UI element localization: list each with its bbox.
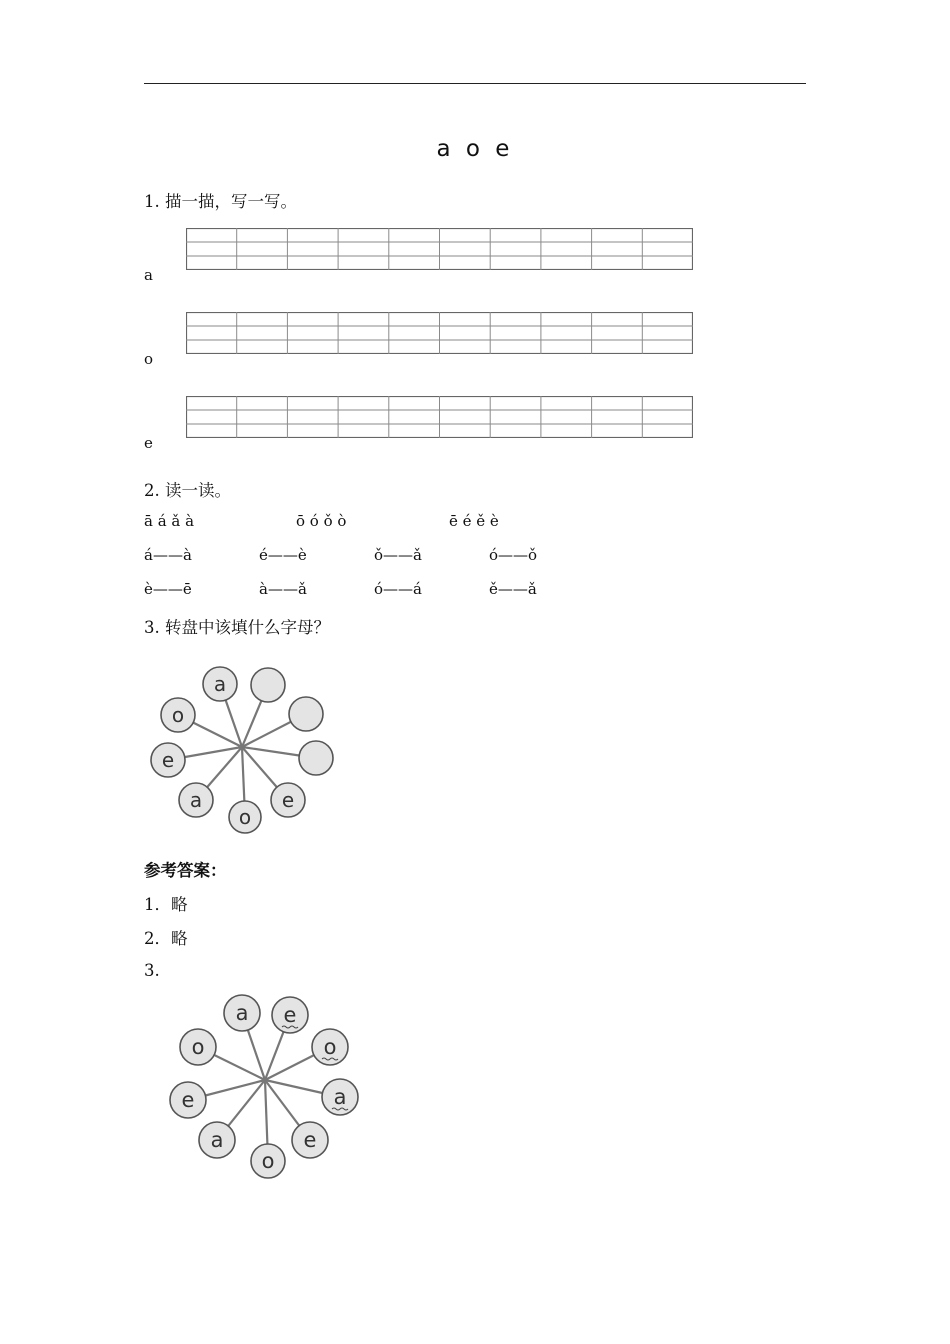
question-wheel (148, 660, 348, 840)
answer-wheel-letter: o (323, 1035, 337, 1059)
pair-item: é——è (259, 546, 307, 564)
q1-writing-grid-a (186, 228, 693, 270)
pair-item: ó——ǒ (489, 546, 538, 564)
answer-wheel-letter: o (191, 1035, 205, 1059)
answer-wheel-letter: a (333, 1085, 347, 1109)
answer-wheel-letter: a (235, 1001, 249, 1025)
pair-item: ě——ǎ (489, 580, 537, 598)
wheel-letter: a (213, 672, 227, 696)
answer-wheel-letter: a (210, 1128, 224, 1152)
pair-item: á——à (144, 546, 192, 564)
wheel-letter: a (189, 788, 203, 812)
answer-3: 3. (144, 961, 160, 980)
q1-row-e-letter: e (144, 434, 153, 452)
answer-wheel-letter: o (261, 1149, 275, 1173)
question-2-label: 2. 读一读。 (144, 481, 231, 500)
answers-heading: 参考答案： (144, 861, 227, 880)
pair-item: ǒ——ǎ (374, 546, 422, 564)
q1-writing-grid-o (186, 312, 693, 354)
answer-wheel (165, 990, 365, 1185)
tone-group-a: ā á ǎ à (144, 512, 195, 530)
q1-row-a-letter: a (144, 266, 153, 284)
wheel-letter: e (161, 748, 175, 772)
pair-item: ó——á (374, 580, 422, 598)
answer-wheel-letter: e (283, 1003, 297, 1027)
tone-group-o: ō ó ǒ ò (296, 512, 347, 530)
page-title: a o e (436, 136, 514, 162)
wheel-letter: o (171, 703, 185, 727)
tone-group-e: ē é ě è (449, 512, 499, 530)
header-rule (144, 83, 806, 84)
q1-writing-grid-e (186, 396, 693, 438)
answer-wheel-letter: e (181, 1088, 195, 1112)
answer-1: 1．略 (144, 895, 188, 914)
question-1-label: 1. 描一描，写一写。 (144, 192, 297, 211)
wheel-letter: o (238, 805, 252, 829)
wheel-letter: e (281, 788, 295, 812)
pair-item: à——ǎ (259, 580, 307, 598)
question-3-label: 3. 转盘中该填什么字母？ (144, 618, 330, 637)
answer-2: 2．略 (144, 929, 188, 948)
answer-wheel-letter: e (303, 1128, 317, 1152)
q1-row-o-letter: o (144, 350, 154, 368)
pair-item: è——ē (144, 580, 192, 598)
